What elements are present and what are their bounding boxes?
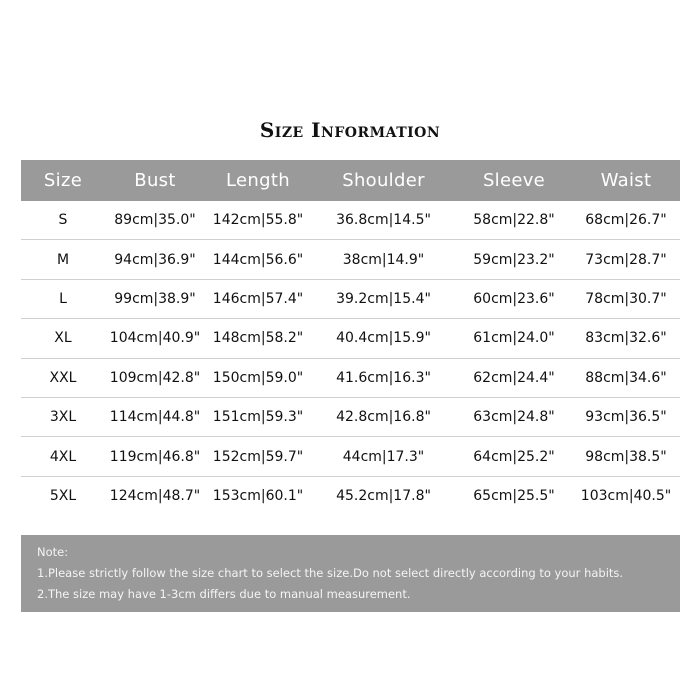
note-line: 2.The size may have 1-3cm differs due to manual measurement. — [37, 587, 411, 601]
cell-sleeve: 61cm|24.0" — [473, 330, 555, 347]
cell-length: 142cm|55.8" — [212, 212, 304, 229]
table-row — [21, 477, 680, 516]
cell-length: 153cm|60.1" — [212, 488, 304, 505]
cell-sleeve: 65cm|25.5" — [473, 488, 555, 505]
cell-size: M — [56, 251, 70, 268]
cell-waist: 93cm|36.5" — [585, 409, 667, 426]
cell-shoulder: 45.2cm|17.8" — [336, 488, 431, 505]
cell-size: L — [59, 290, 67, 307]
cell-length: 144cm|56.6" — [212, 251, 304, 268]
cell-shoulder: 39.2cm|15.4" — [336, 290, 431, 307]
cell-size: 3XL — [49, 409, 77, 426]
note-line: 1.Please strictly follow the size chart to select the size.Do not select directly according to your habits. — [37, 566, 624, 580]
cell-shoulder: 40.4cm|15.9" — [336, 330, 431, 347]
cell-size: XL — [54, 330, 72, 347]
table-row — [21, 201, 680, 240]
table-header — [21, 160, 680, 201]
cell-shoulder: 38cm|14.9" — [342, 251, 425, 268]
cell-length: 152cm|59.7" — [212, 448, 304, 465]
cell-sleeve: 60cm|23.6" — [473, 290, 555, 307]
cell-length: 150cm|59.0" — [212, 369, 304, 386]
cell-shoulder: 44cm|17.3" — [342, 448, 425, 465]
cell-bust: 114cm|44.8" — [109, 409, 201, 426]
note-label: Note: — [37, 545, 69, 559]
cell-shoulder: 42.8cm|16.8" — [336, 409, 431, 426]
cell-bust: 119cm|46.8" — [109, 448, 201, 465]
table-row — [21, 437, 680, 476]
cell-waist: 78cm|30.7" — [585, 290, 667, 307]
cell-bust: 124cm|48.7" — [109, 488, 201, 505]
cell-waist: 98cm|38.5" — [585, 448, 667, 465]
cell-waist: 103cm|40.5" — [580, 488, 672, 505]
cell-shoulder: 41.6cm|16.3" — [336, 369, 431, 386]
cell-bust: 99cm|38.9" — [114, 290, 196, 307]
cell-bust: 89cm|35.0" — [114, 212, 196, 229]
cell-waist: 68cm|26.7" — [585, 212, 667, 229]
cell-sleeve: 59cm|23.2" — [473, 251, 555, 268]
cell-bust: 109cm|42.8" — [109, 369, 201, 386]
cell-sleeve: 63cm|24.8" — [473, 409, 555, 426]
cell-bust: 104cm|40.9" — [109, 330, 201, 347]
column-header-shoulder: Shoulder — [342, 170, 425, 191]
cell-length: 151cm|59.3" — [212, 409, 304, 426]
table-row — [21, 240, 680, 279]
cell-sleeve: 64cm|25.2" — [473, 448, 555, 465]
column-header-size: Size — [43, 170, 83, 191]
cell-waist: 73cm|28.7" — [585, 251, 667, 268]
cell-bust: 94cm|36.9" — [114, 251, 196, 268]
table-row — [21, 398, 680, 437]
cell-length: 146cm|57.4" — [212, 290, 304, 307]
cell-shoulder: 36.8cm|14.5" — [336, 212, 431, 229]
table-row — [21, 359, 680, 398]
column-header-bust: Bust — [134, 170, 176, 191]
cell-sleeve: 58cm|22.8" — [473, 212, 555, 229]
table-row — [21, 319, 680, 358]
cell-sleeve: 62cm|24.4" — [473, 369, 555, 386]
page-title: Size Information — [259, 118, 441, 142]
note-box — [21, 535, 680, 612]
cell-length: 148cm|58.2" — [212, 330, 304, 347]
cell-size: 4XL — [49, 448, 77, 465]
size-table — [21, 160, 680, 516]
cell-size: S — [58, 212, 68, 229]
cell-waist: 88cm|34.6" — [585, 369, 667, 386]
cell-waist: 83cm|32.6" — [585, 330, 667, 347]
cell-size: XXL — [49, 369, 77, 386]
table-row — [21, 280, 680, 319]
column-header-waist: Waist — [600, 170, 652, 191]
cell-size: 5XL — [49, 488, 77, 505]
column-header-sleeve: Sleeve — [482, 170, 546, 191]
column-header-length: Length — [226, 170, 290, 191]
